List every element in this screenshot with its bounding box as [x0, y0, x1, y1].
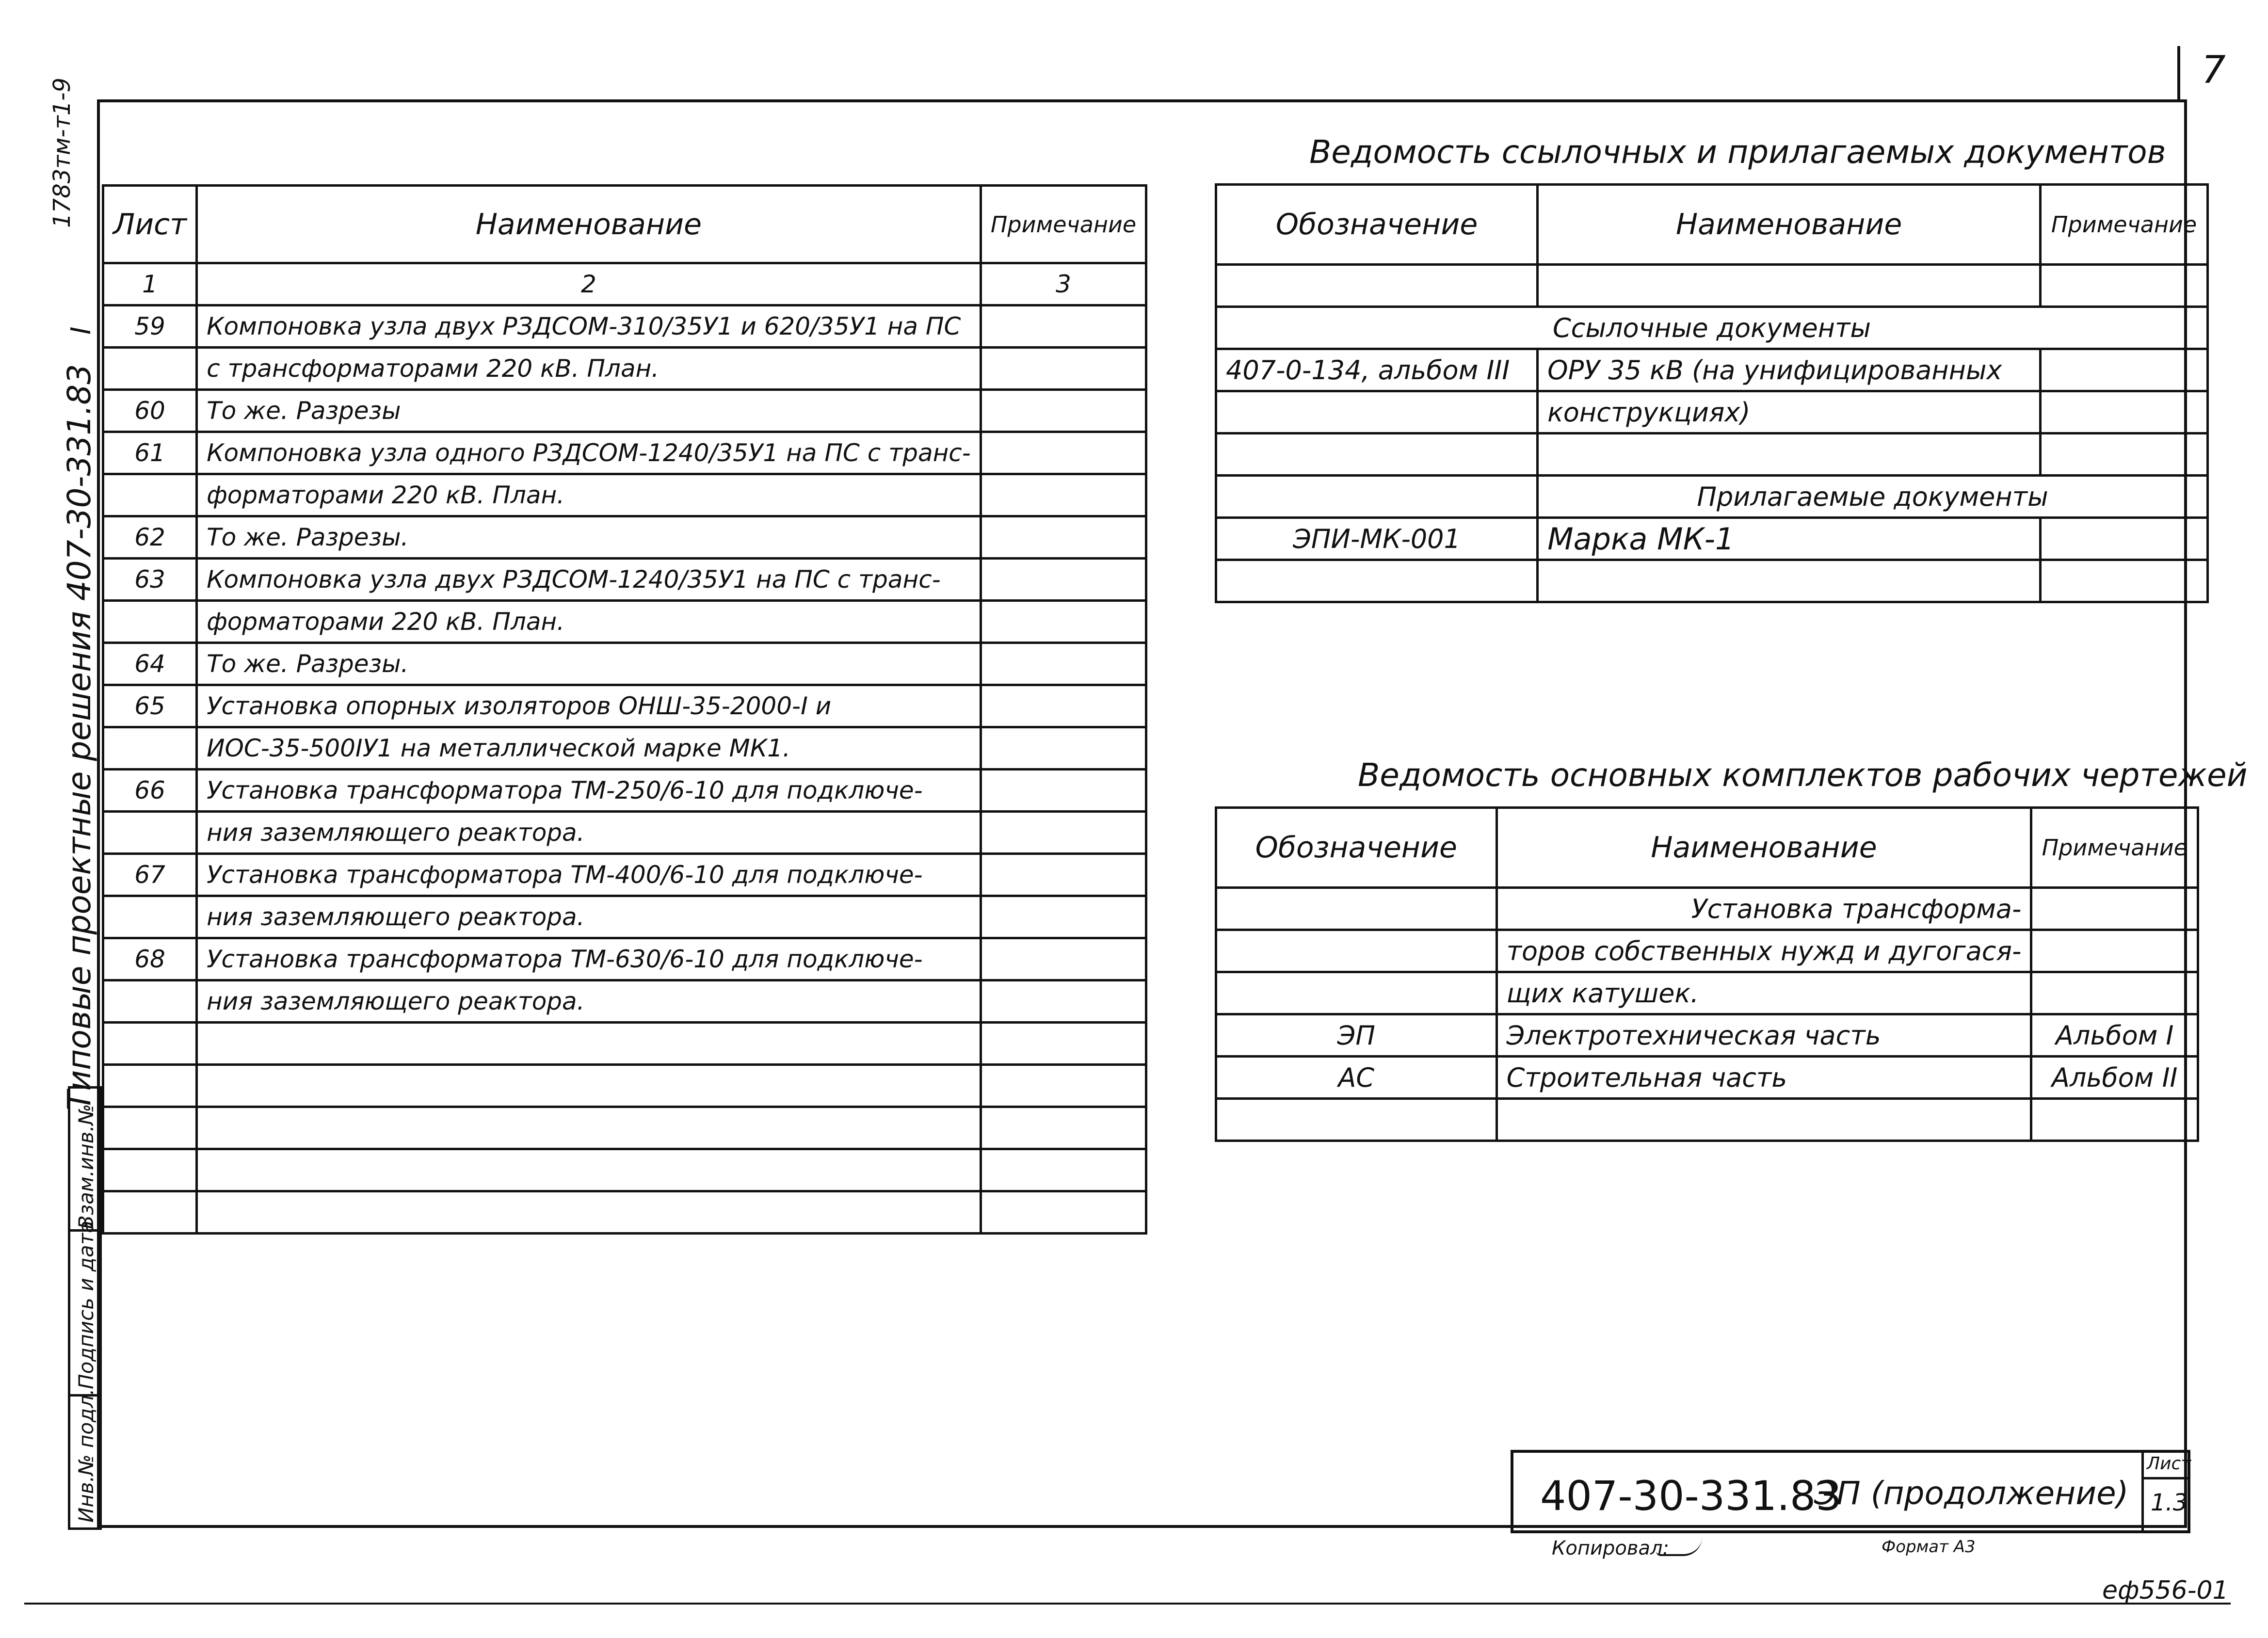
sheet-note — [981, 1149, 1146, 1191]
main-name: Установка трансформа- — [1496, 888, 2031, 930]
side-stamp-inv: Взам.инв.№ — [74, 1104, 98, 1229]
sheet-name: Компоновка узла двух РЗДСОМ-1240/35У1 на ПС с транс- — [197, 559, 981, 601]
sheet-name: ния заземляющего реактора. — [197, 812, 981, 854]
ref-name: ОРУ 35 кВ (на унифицированных — [1538, 349, 2041, 391]
ref-designation — [1216, 434, 1538, 476]
ref-note — [2041, 391, 2208, 434]
main-name: Электротехническая часть — [1496, 1014, 2031, 1057]
main-name — [1496, 1099, 2031, 1141]
sheet-note — [981, 1023, 1146, 1065]
ref-header-designation: Обозначение — [1216, 185, 1538, 265]
att-name — [1538, 560, 2041, 602]
sheet-no — [103, 348, 197, 390]
table-row — [1216, 434, 2208, 476]
table-row — [103, 432, 1146, 474]
att-note — [2041, 560, 2208, 602]
ref-documents-table — [1215, 183, 2209, 603]
main-designation — [1216, 930, 1497, 972]
table-row — [103, 896, 1146, 938]
table-row — [1216, 1099, 2198, 1141]
ref-name — [1538, 434, 2041, 476]
stamp-desc: ЭП (продолжение) — [1814, 1475, 2129, 1512]
ref-header-note: Примечание — [2041, 185, 2208, 265]
sheet-note — [981, 770, 1146, 812]
sheet-name: Компоновка узла одного РЗДСОМ-1240/35У1 на ПС с транс- — [197, 432, 981, 474]
sheet-no: 65 — [103, 685, 197, 727]
ref-name: конструкциях) — [1538, 391, 2041, 434]
sheet-no: 61 — [103, 432, 197, 474]
side-stamp-column — [68, 1086, 102, 1530]
ref-note — [2041, 434, 2208, 476]
sheet-name: То же. Разрезы — [197, 390, 981, 432]
table-row — [103, 390, 1146, 432]
ref-section-title: Ссылочные документы — [1216, 307, 2208, 349]
main-header-designation: Обозначение — [1216, 808, 1497, 888]
table-row — [1216, 930, 2198, 972]
sheet-note — [981, 938, 1146, 980]
sheet-no: 67 — [103, 854, 197, 896]
sheet-no — [103, 727, 197, 770]
sheet-name: Компоновка узла двух РЗДСОМ-310/35У1 и 620/35У1 на ПС — [197, 305, 981, 348]
col-header-note: Примечание — [981, 186, 1146, 263]
att-section-title: Прилагаемые документы — [1538, 476, 2208, 518]
sheet-name: ния заземляющего реактора. — [197, 980, 981, 1023]
sheet-note — [981, 432, 1146, 474]
main-designation — [1216, 972, 1497, 1014]
sheet-no — [103, 980, 197, 1023]
sheet-no: 59 — [103, 305, 197, 348]
sheet-no: 68 — [103, 938, 197, 980]
sheet-note — [981, 390, 1146, 432]
ref-header-name: Наименование — [1538, 185, 2041, 265]
ref-note — [2041, 349, 2208, 391]
main-designation — [1216, 888, 1497, 930]
stamp-sheet-divider — [2144, 1477, 2190, 1479]
table-row — [1216, 391, 2208, 434]
col-number: 1 — [103, 263, 197, 305]
ref-name — [1538, 265, 2041, 307]
sheet-no: 60 — [103, 390, 197, 432]
sheet-note — [981, 516, 1146, 559]
table-row — [103, 1149, 1146, 1191]
table-row — [103, 474, 1146, 516]
sheet-note — [981, 474, 1146, 516]
sheet-note — [981, 1191, 1146, 1234]
sheet-no — [103, 1023, 197, 1065]
sheet-note — [981, 559, 1146, 601]
table-row — [1216, 518, 2208, 560]
table-row — [1216, 349, 2208, 391]
side-stamp-sign: Подпись и дата — [74, 1220, 98, 1389]
stamp-sheet-label: Лист — [2147, 1454, 2191, 1474]
stamp-code: 407-30-331.83 — [1540, 1472, 1842, 1520]
ref-designation: 407-0-134, альбом III — [1216, 349, 1538, 391]
sheet-name: Установка трансформатора ТМ-400/6-10 для подключе- — [197, 854, 981, 896]
sheet-name: То же. Разрезы. — [197, 516, 981, 559]
att-designation — [1216, 560, 1538, 602]
att-name: Марка МК-1 — [1538, 518, 2041, 560]
sheet-note — [981, 305, 1146, 348]
table-row — [103, 348, 1146, 390]
stamp-sheet-value: 1.3 — [2151, 1489, 2188, 1516]
table-row — [103, 305, 1146, 348]
main-note: Альбом II — [2031, 1057, 2198, 1099]
table-row — [103, 601, 1146, 643]
sheet-name: Установка трансформатора ТМ-250/6-10 для подключе- — [197, 770, 981, 812]
table-row — [1216, 972, 2198, 1014]
sheet-list-table — [102, 184, 1147, 1235]
ref-designation — [1216, 391, 1538, 434]
sheet-no — [103, 896, 197, 938]
frame-top-border — [97, 99, 2187, 102]
sheet-note — [981, 854, 1146, 896]
main-name: торов собственных нужд и дугогася- — [1496, 930, 2031, 972]
main-note — [2031, 1099, 2198, 1141]
sheet-no — [103, 1065, 197, 1107]
sheet-no: 62 — [103, 516, 197, 559]
sheet-no: 66 — [103, 770, 197, 812]
att-note — [2041, 518, 2208, 560]
sheet-no — [103, 1149, 197, 1191]
footer-copied: Копировал: — [1552, 1537, 1670, 1559]
page-number: 7 — [2202, 48, 2226, 92]
table-row — [103, 938, 1146, 980]
sheet-note — [981, 643, 1146, 685]
table-row — [103, 770, 1146, 812]
bottom-rule — [24, 1603, 2231, 1605]
side-stamp-orig: Инв.№ подл. — [74, 1388, 98, 1523]
att-designation: ЭПИ-МК-001 — [1216, 518, 1538, 560]
sheet-no — [103, 601, 197, 643]
sheet-name — [197, 1107, 981, 1149]
main-header-note: Примечание — [2031, 808, 2198, 888]
main-name: щих катушек. — [1496, 972, 2031, 1014]
table-row — [103, 516, 1146, 559]
sheet-note — [981, 685, 1146, 727]
title-block — [1511, 1450, 2190, 1533]
ref-designation — [1216, 265, 1538, 307]
col-number: 2 — [197, 263, 981, 305]
main-designation: АС — [1216, 1057, 1497, 1099]
col-header-sheet: Лист — [103, 186, 197, 263]
side-code: 1783тм-т1-9 — [48, 77, 76, 228]
sheet-note — [981, 1107, 1146, 1149]
side-title: Типовые проектные решения 407-30-331.83 — [61, 364, 98, 1110]
main-header-name: Наименование — [1496, 808, 2031, 888]
sheet-name: с трансформаторами 220 кВ. План. — [197, 348, 981, 390]
table-row — [103, 643, 1146, 685]
sheet-no — [103, 474, 197, 516]
sheet-no: 64 — [103, 643, 197, 685]
table-row — [103, 812, 1146, 854]
table-row — [1216, 1014, 2198, 1057]
main-sets-table — [1215, 806, 2199, 1142]
sheet-name: Установка трансформатора ТМ-630/6-10 для подключе- — [197, 938, 981, 980]
sheet-note — [981, 1065, 1146, 1107]
table-row — [103, 727, 1146, 770]
page-number-divider — [2177, 46, 2180, 99]
sheet-no: 63 — [103, 559, 197, 601]
sheet-name: То же. Разрезы. — [197, 643, 981, 685]
sheet-name: форматорами 220 кВ. План. — [197, 601, 981, 643]
main-designation — [1216, 1099, 1497, 1141]
main-note: Альбом I — [2031, 1014, 2198, 1057]
sheet-no — [103, 1191, 197, 1234]
table-row — [103, 1023, 1146, 1065]
ref-designation — [1216, 476, 1538, 518]
sheet-note — [981, 812, 1146, 854]
table-row — [103, 559, 1146, 601]
main-table-title: Ведомость основных комплектов рабочих чертежей — [1358, 756, 2248, 794]
sheet-name: форматорами 220 кВ. План. — [197, 474, 981, 516]
footer-format: Формат А3 — [1882, 1537, 1976, 1557]
table-row — [103, 1065, 1146, 1107]
col-number: 3 — [981, 263, 1146, 305]
sheet-name — [197, 1023, 981, 1065]
sheet-name — [197, 1191, 981, 1234]
table-row — [1216, 1057, 2198, 1099]
sheet-no — [103, 1107, 197, 1149]
sheet-no — [103, 812, 197, 854]
sheet-name: ИОС-35-500IУ1 на металлической марке МК1. — [197, 727, 981, 770]
table-row — [1216, 560, 2208, 602]
main-designation: ЭП — [1216, 1014, 1497, 1057]
sheet-note — [981, 601, 1146, 643]
table-row — [103, 1191, 1146, 1234]
sheet-name: Установка опорных изоляторов ОНШ-35-2000-I и — [197, 685, 981, 727]
ref-note — [2041, 265, 2208, 307]
footer-corner-code: еф556-01 — [2102, 1576, 2229, 1605]
sheet-name: ния заземляющего реактора. — [197, 896, 981, 938]
main-name: Строительная часть — [1496, 1057, 2031, 1099]
ref-table-title: Ведомость ссылочных и прилагаемых документов — [1309, 133, 2166, 171]
sheet-name — [197, 1149, 981, 1191]
sheet-name — [197, 1065, 981, 1107]
table-row — [103, 685, 1146, 727]
col-header-name: Наименование — [197, 186, 981, 263]
sheet-note — [981, 727, 1146, 770]
sheet-note — [981, 348, 1146, 390]
main-note — [2031, 888, 2198, 930]
sheet-note — [981, 980, 1146, 1023]
sheet-note — [981, 896, 1146, 938]
main-note — [2031, 930, 2198, 972]
table-row — [103, 854, 1146, 896]
main-note — [2031, 972, 2198, 1014]
table-row — [103, 980, 1146, 1023]
table-row — [1216, 888, 2198, 930]
stamp-sheet-cell — [2141, 1453, 2190, 1530]
side-roman: I — [65, 326, 97, 335]
table-row — [1216, 265, 2208, 307]
table-row — [103, 1107, 1146, 1149]
footer-signature — [1656, 1537, 1702, 1556]
